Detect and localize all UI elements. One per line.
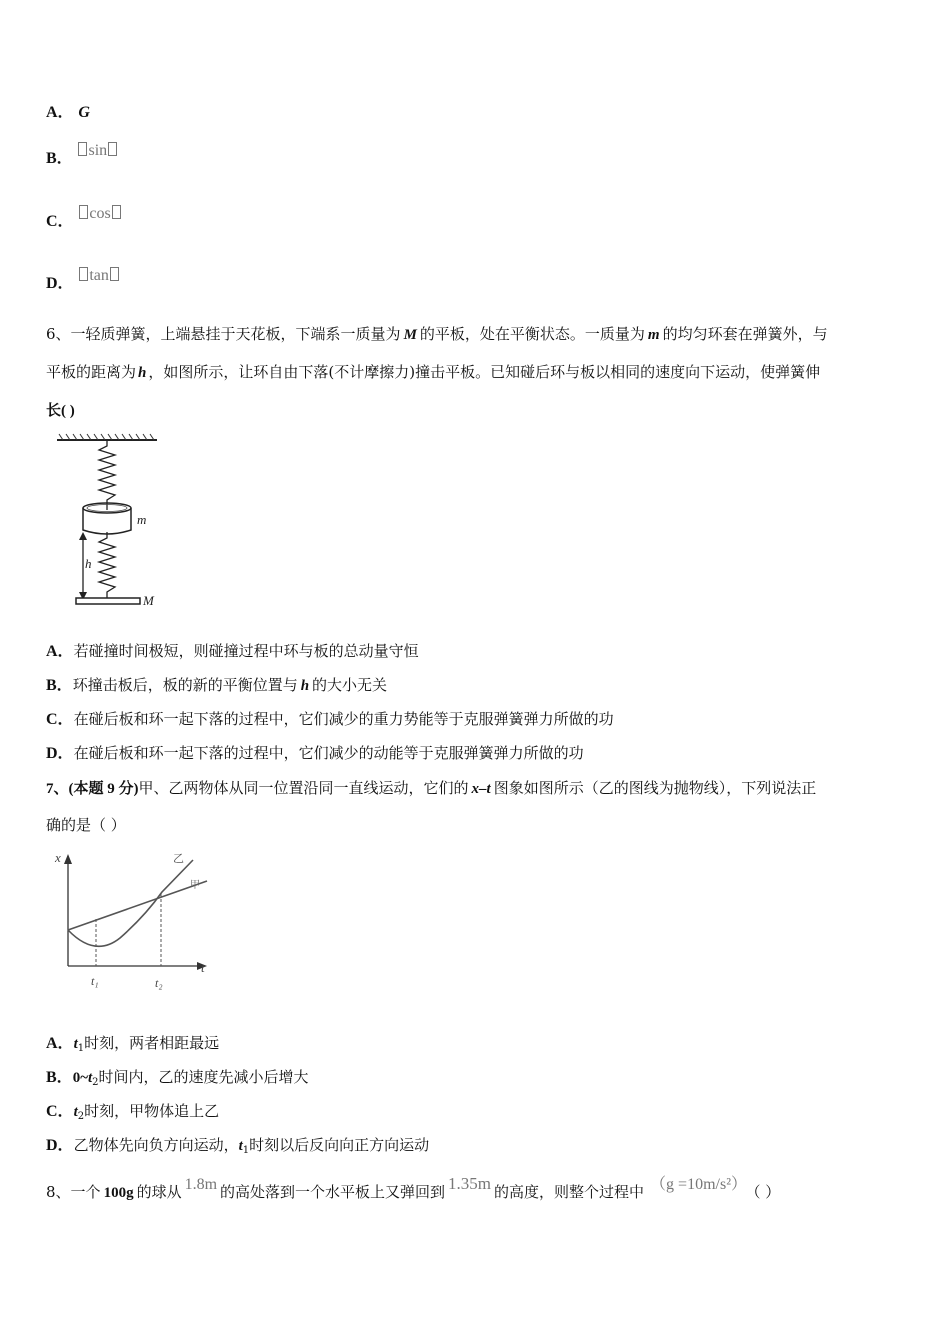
- svg-text:甲: 甲: [190, 880, 200, 891]
- q5-option-b: [46, 142, 118, 169]
- svg-text:m: m: [137, 512, 147, 527]
- q6-stem-line3: 长( ): [46, 403, 75, 419]
- svg-text:h: h: [85, 556, 92, 571]
- xt-graph-figure: [45, 848, 220, 996]
- svg-text:x: x: [55, 850, 61, 865]
- svg-text:乙: 乙: [173, 852, 184, 865]
- q8-stem: 8、一个 100g 的球从 1.8m 的高处落到一个水平板上又弹回到 1.35m 的高度，则整个过程中 （g =10m/s²） （ ）: [46, 1174, 781, 1201]
- q6-stem-line1: 6、一轻质弹簧，上端悬挂于天花板，下端系一质量为 M 的平板，处在平衡状态。一质量为 m 的均匀环套在弹簧外，与: [46, 325, 828, 343]
- svg-text:t: t: [201, 960, 205, 975]
- formula-image: cos: [78, 205, 121, 222]
- q7-option-c: C．$t_2$时刻，甲物体追上乙: [46, 1102, 220, 1122]
- option-letter: A．: [46, 104, 74, 121]
- q6-option-b: B．环撞击板后，板的新的平衡位置与 h 的大小无关: [46, 676, 388, 694]
- missing-glyph-icon: [110, 267, 119, 281]
- missing-glyph-icon: [79, 267, 88, 281]
- missing-glyph-icon: [112, 205, 121, 219]
- option-letter: C．: [46, 213, 74, 230]
- option-text: G: [78, 104, 90, 121]
- missing-glyph-icon: [78, 142, 87, 156]
- q6-option-c: C．在碰后板和环一起下落的过程中，它们减少的重力势能等于克服弹簧弹力所做的功: [46, 710, 614, 728]
- svg-text:t₂: t₂: [155, 976, 163, 990]
- q7-option-b: B．$0\sim t_2$时间内，乙的速度先减小后增大: [46, 1068, 309, 1088]
- option-letter: B．: [46, 150, 73, 167]
- formula-image: sin: [77, 142, 118, 159]
- q7-stem-line2: 确的是（ ）: [46, 816, 126, 834]
- height1-formula: 1.8m: [184, 1176, 218, 1193]
- svg-text:M: M: [143, 593, 154, 608]
- svg-text:t₁: t₁: [91, 974, 99, 988]
- q6-option-a: A．若碰撞时间极短，则碰撞过程中环与板的总动量守恒: [46, 642, 419, 660]
- formula-image: tan: [78, 267, 120, 284]
- q7-option-a: A．$t_1$时刻，两者相距最远: [46, 1034, 220, 1054]
- q7-option-d: D．乙物体先向负方向运动，$t_1$时刻以后反向向正方向运动: [46, 1136, 430, 1156]
- q5-option-a: [46, 102, 90, 123]
- q7-stem-line1: 7、(本题 9 分)甲、乙两物体从同一位置沿同一直线运动，它们的 x–t 图象如图所示（乙的图线为抛物线），下列说法正: [46, 779, 817, 797]
- missing-glyph-icon: [108, 142, 117, 156]
- q6-stem-line2: 平板的距离为 h ，如图所示，让环自由下落(不计摩擦力)撞击平板。已知碰后环与板以相同的速度向下运动，使弹簧伸: [46, 363, 821, 381]
- q5-option-c: [46, 205, 122, 232]
- height2-formula: 1.35m: [448, 1174, 492, 1193]
- q6-option-d: D．在碰后板和环一起下落的过程中，它们减少的动能等于克服弹簧弹力所做的功: [46, 744, 584, 762]
- missing-glyph-icon: [79, 205, 88, 219]
- option-letter: D．: [46, 275, 74, 292]
- gravity-formula: （g =10m/s²）: [650, 1176, 747, 1193]
- q5-option-d: [46, 267, 120, 294]
- spring-ring-figure: [45, 432, 175, 610]
